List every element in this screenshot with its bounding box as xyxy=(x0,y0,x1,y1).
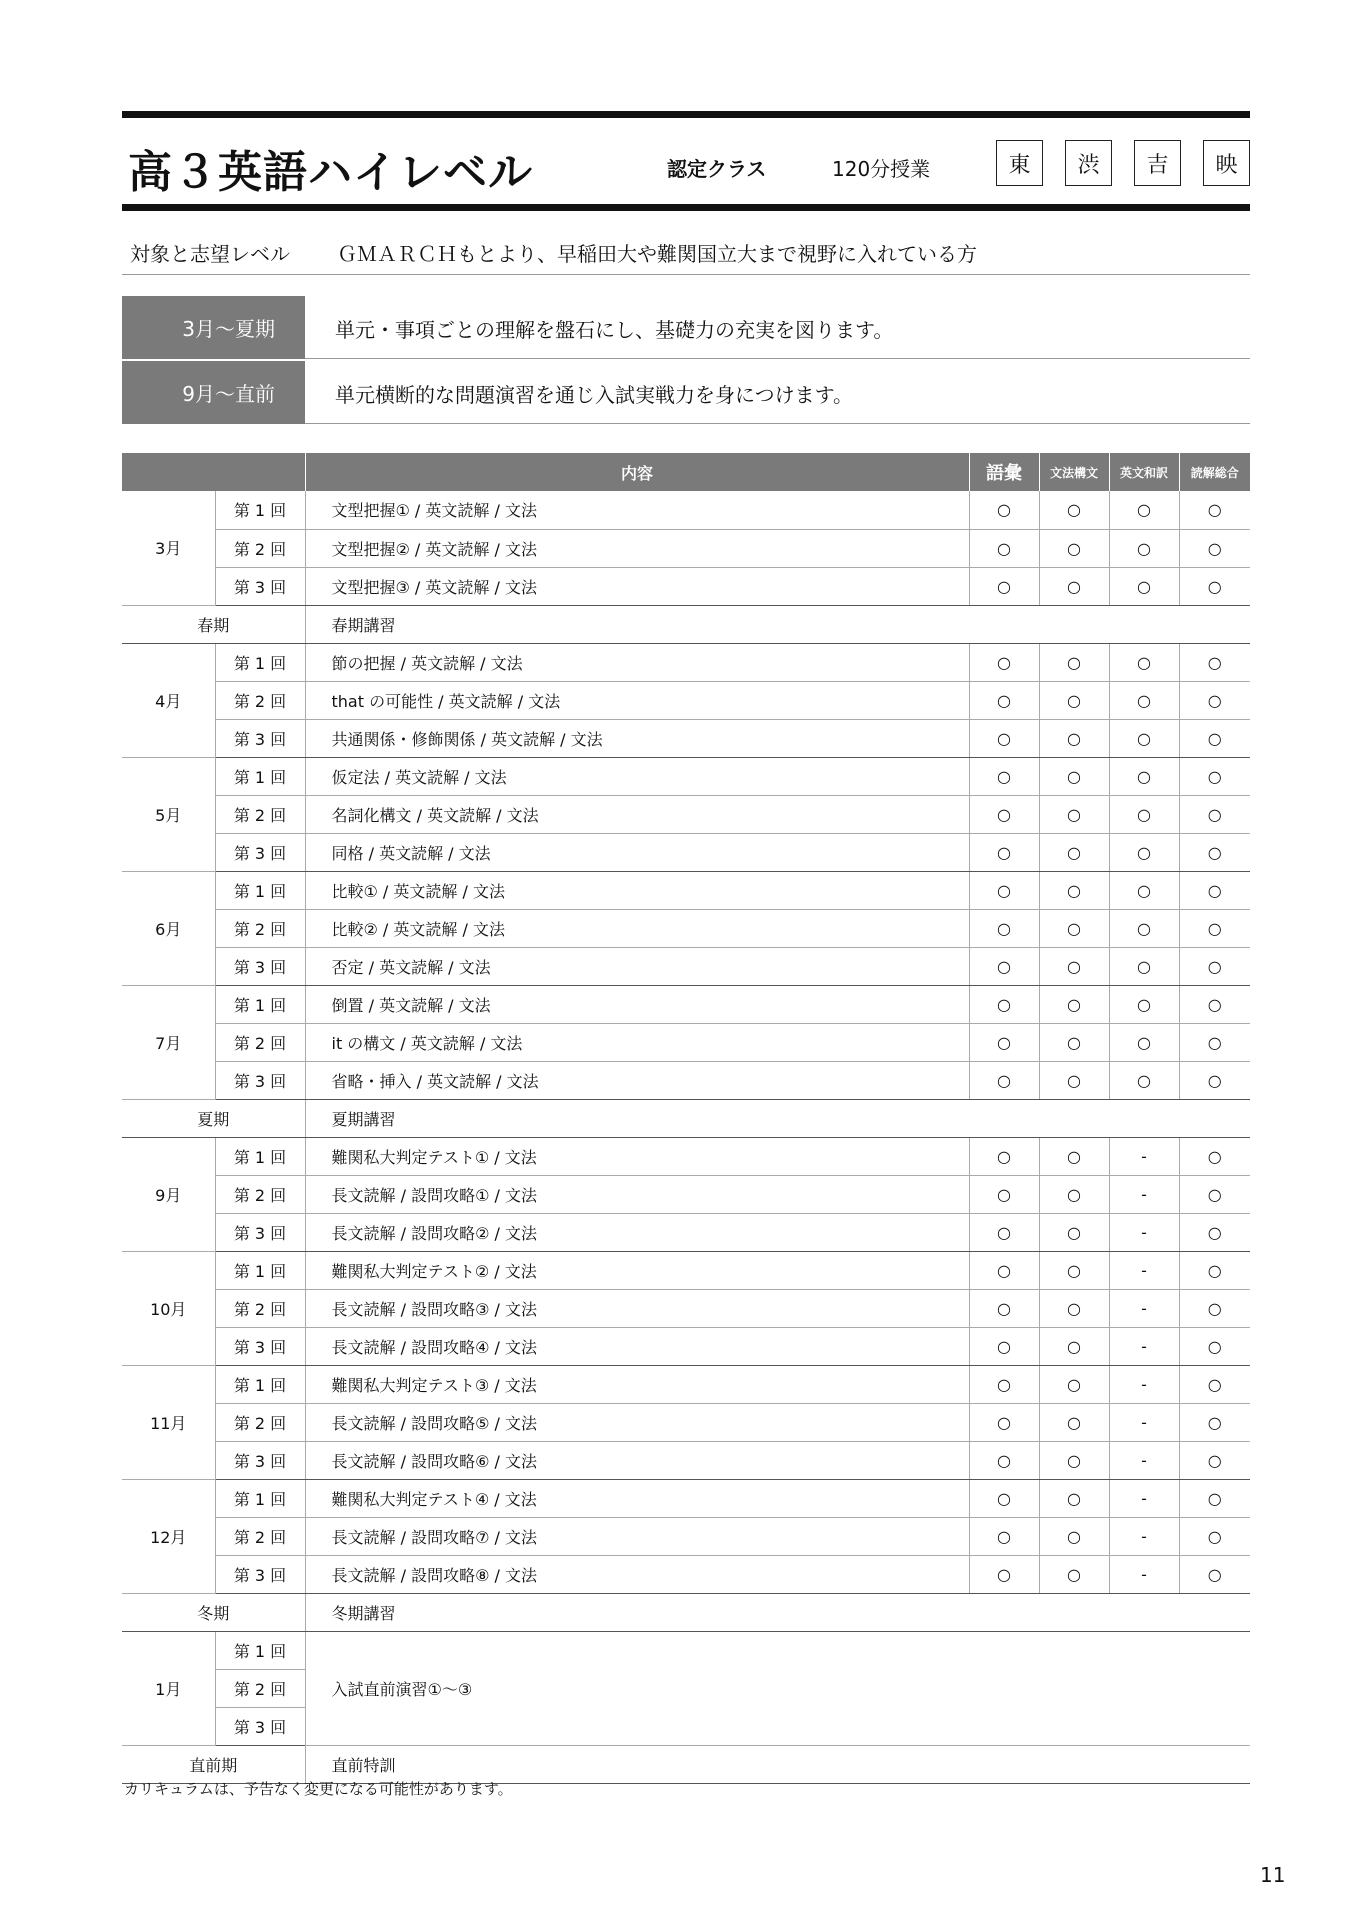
mark-cell: ○ xyxy=(1109,681,1179,719)
month-label: 5月 xyxy=(122,757,215,871)
phase-label: 9月〜直前 xyxy=(122,361,305,424)
mark-cell: ○ xyxy=(1039,567,1109,605)
session-label: 第 1 回 xyxy=(215,757,305,795)
session-content: that の可能性 / 英文読解 / 文法 xyxy=(305,681,969,719)
mark-cell: ○ xyxy=(969,985,1039,1023)
table-row xyxy=(122,1061,1250,1099)
mark-cell: ○ xyxy=(969,795,1039,833)
phase-row xyxy=(122,296,1250,359)
mark-cell: ○ xyxy=(969,681,1039,719)
session-label: 第 1 回 xyxy=(215,643,305,681)
mark-cell: ○ xyxy=(969,1479,1039,1517)
mark-cell: - xyxy=(1109,1555,1179,1593)
school-badge: 映 xyxy=(1203,140,1250,186)
month-label: 11月 xyxy=(122,1365,215,1479)
mark-cell: ○ xyxy=(1179,1251,1250,1289)
mark-cell: ○ xyxy=(1109,567,1179,605)
mark-cell: ○ xyxy=(1039,529,1109,567)
mark-cell: ○ xyxy=(1039,1289,1109,1327)
mark-cell: ○ xyxy=(1179,1441,1250,1479)
mark-cell: ○ xyxy=(1039,985,1109,1023)
session-content: 文型把握② / 英文読解 / 文法 xyxy=(305,529,969,567)
table-row xyxy=(122,833,1250,871)
period-row xyxy=(122,1593,1250,1631)
table-row xyxy=(122,757,1250,795)
curriculum-body xyxy=(122,491,1250,1783)
session-content: 省略・挿入 / 英文読解 / 文法 xyxy=(305,1061,969,1099)
period-content: 春期講習 xyxy=(305,605,1250,643)
session-label: 第 3 回 xyxy=(215,1555,305,1593)
mark-cell: ○ xyxy=(1109,491,1179,529)
table-row xyxy=(122,643,1250,681)
mark-cell: ○ xyxy=(1179,529,1250,567)
school-badge: 東 xyxy=(996,140,1043,186)
curriculum-table xyxy=(122,453,1250,1784)
session-label: 第 3 回 xyxy=(215,1061,305,1099)
mark-cell: ○ xyxy=(1039,681,1109,719)
mark-cell: - xyxy=(1109,1251,1179,1289)
mark-cell: - xyxy=(1109,1289,1179,1327)
mark-cell: ○ xyxy=(1109,643,1179,681)
session-label: 第 1 回 xyxy=(215,1479,305,1517)
mark-cell: ○ xyxy=(1179,1213,1250,1251)
table-row xyxy=(122,985,1250,1023)
page-number: 11 xyxy=(1260,1863,1286,1887)
session-label: 第 1 回 xyxy=(215,871,305,909)
mark-cell: - xyxy=(1109,1213,1179,1251)
month-label: 9月 xyxy=(122,1137,215,1251)
table-row xyxy=(122,567,1250,605)
table-row xyxy=(122,909,1250,947)
session-content: 難関私大判定テスト② / 文法 xyxy=(305,1251,969,1289)
session-content: 同格 / 英文読解 / 文法 xyxy=(305,833,969,871)
mark-cell: ○ xyxy=(1039,1327,1109,1365)
period-content: 夏期講習 xyxy=(305,1099,1250,1137)
mark-cell: ○ xyxy=(1039,871,1109,909)
table-row xyxy=(122,1175,1250,1213)
mark-cell: - xyxy=(1109,1365,1179,1403)
target-level-value: ＧＭＡＲＣＨもとより、早稲田大や難関国立大まで視野に入れている方 xyxy=(337,242,977,266)
header-content: 内容 xyxy=(305,453,969,491)
mark-cell: - xyxy=(1109,1327,1179,1365)
session-label: 第 2 回 xyxy=(215,1517,305,1555)
table-row xyxy=(122,795,1250,833)
mark-cell: - xyxy=(1109,1175,1179,1213)
session-label: 第 1 回 xyxy=(215,1631,305,1669)
table-row xyxy=(122,681,1250,719)
session-content: 長文読解 / 設問攻略⑥ / 文法 xyxy=(305,1441,969,1479)
mark-cell: ○ xyxy=(1109,529,1179,567)
mark-cell: ○ xyxy=(1179,909,1250,947)
mark-cell: ○ xyxy=(1179,1175,1250,1213)
table-row xyxy=(122,1213,1250,1251)
mark-cell: - xyxy=(1109,1137,1179,1175)
header-grammar-structure: 文法構文 xyxy=(1039,453,1109,491)
table-row xyxy=(122,947,1250,985)
mark-cell: ○ xyxy=(969,1327,1039,1365)
mark-cell: ○ xyxy=(1179,567,1250,605)
table-row xyxy=(122,871,1250,909)
phase-label: 3月〜夏期 xyxy=(122,296,305,359)
mark-cell: ○ xyxy=(1179,985,1250,1023)
mark-cell: ○ xyxy=(1039,491,1109,529)
month-label: 1月 xyxy=(122,1631,215,1745)
session-label: 第 2 回 xyxy=(215,1403,305,1441)
session-content: 長文読解 / 設問攻略④ / 文法 xyxy=(305,1327,969,1365)
target-level-label: 対象と志望レベル xyxy=(130,242,290,266)
mark-cell: ○ xyxy=(969,1555,1039,1593)
session-content: 長文読解 / 設問攻略⑦ / 文法 xyxy=(305,1517,969,1555)
mark-cell: ○ xyxy=(1179,1327,1250,1365)
mark-cell: ○ xyxy=(1179,681,1250,719)
table-row xyxy=(122,1289,1250,1327)
school-badge: 吉 xyxy=(1134,140,1181,186)
mark-cell: ○ xyxy=(1039,1175,1109,1213)
mark-cell: ○ xyxy=(1109,1023,1179,1061)
session-content: 長文読解 / 設問攻略⑧ / 文法 xyxy=(305,1555,969,1593)
mark-cell: ○ xyxy=(969,1365,1039,1403)
table-row xyxy=(122,1441,1250,1479)
class-duration: 120分授業 xyxy=(832,157,931,181)
period-content: 直前特訓 xyxy=(305,1745,1250,1783)
header-translation: 英文和訳 xyxy=(1109,453,1179,491)
footnote: カリキュラムは、予告なく変更になる可能性があります。 xyxy=(124,1780,513,1798)
session-content: 否定 / 英文読解 / 文法 xyxy=(305,947,969,985)
mark-cell: ○ xyxy=(1109,1061,1179,1099)
table-row xyxy=(122,1555,1250,1593)
session-label: 第 3 回 xyxy=(215,1707,305,1745)
mark-cell: ○ xyxy=(969,719,1039,757)
session-label: 第 3 回 xyxy=(215,833,305,871)
table-header-row xyxy=(122,453,1250,491)
session-content: 節の把握 / 英文読解 / 文法 xyxy=(305,643,969,681)
mark-cell: - xyxy=(1109,1403,1179,1441)
mark-cell: - xyxy=(1109,1479,1179,1517)
mark-cell: ○ xyxy=(1039,1403,1109,1441)
month-label: 10月 xyxy=(122,1251,215,1365)
session-label: 第 2 回 xyxy=(215,1669,305,1707)
session-label: 第 1 回 xyxy=(215,985,305,1023)
mark-cell: ○ xyxy=(1039,795,1109,833)
mark-cell: ○ xyxy=(1039,1061,1109,1099)
table-row xyxy=(122,719,1250,757)
session-label: 第 2 回 xyxy=(215,1175,305,1213)
period-label: 直前期 xyxy=(122,1745,305,1783)
session-content: 比較② / 英文読解 / 文法 xyxy=(305,909,969,947)
header-vocabulary: 語彙 xyxy=(969,453,1039,491)
session-label: 第 3 回 xyxy=(215,947,305,985)
period-row xyxy=(122,1099,1250,1137)
mark-cell: ○ xyxy=(969,1175,1039,1213)
session-label: 第 2 回 xyxy=(215,681,305,719)
phase-description: 単元・事項ごとの理解を盤石にし、基礎力の充実を図ります。 xyxy=(335,318,894,342)
session-content: 長文読解 / 設問攻略⑤ / 文法 xyxy=(305,1403,969,1441)
session-content: 難関私大判定テスト④ / 文法 xyxy=(305,1479,969,1517)
mark-cell: ○ xyxy=(1039,1213,1109,1251)
mark-cell: ○ xyxy=(969,1289,1039,1327)
mark-cell: ○ xyxy=(1179,871,1250,909)
target-level-row xyxy=(122,232,1250,275)
mark-cell: ○ xyxy=(1179,1137,1250,1175)
mark-cell: ○ xyxy=(969,1517,1039,1555)
mark-cell: ○ xyxy=(1179,1403,1250,1441)
mark-cell: ○ xyxy=(1039,719,1109,757)
session-label: 第 1 回 xyxy=(215,491,305,529)
mark-cell: ○ xyxy=(1179,1517,1250,1555)
mark-cell: ○ xyxy=(1109,947,1179,985)
mark-cell: ○ xyxy=(1179,491,1250,529)
month-label: 6月 xyxy=(122,871,215,985)
mark-cell: ○ xyxy=(969,491,1039,529)
table-row xyxy=(122,1023,1250,1061)
mark-cell: ○ xyxy=(1109,871,1179,909)
mark-cell: ○ xyxy=(1179,643,1250,681)
mark-cell: ○ xyxy=(1039,1137,1109,1175)
mark-cell: ○ xyxy=(969,1213,1039,1251)
period-label: 冬期 xyxy=(122,1593,305,1631)
session-content: 長文読解 / 設問攻略① / 文法 xyxy=(305,1175,969,1213)
mark-cell: ○ xyxy=(969,643,1039,681)
mark-cell: ○ xyxy=(969,1441,1039,1479)
mark-cell: ○ xyxy=(1039,1479,1109,1517)
session-label: 第 2 回 xyxy=(215,529,305,567)
session-content: it の構文 / 英文読解 / 文法 xyxy=(305,1023,969,1061)
session-label: 第 2 回 xyxy=(215,795,305,833)
mark-cell: ○ xyxy=(1039,1517,1109,1555)
table-row xyxy=(122,1403,1250,1441)
mark-cell: - xyxy=(1109,1517,1179,1555)
table-row xyxy=(122,1365,1250,1403)
mark-cell: ○ xyxy=(969,871,1039,909)
mark-cell: ○ xyxy=(1109,795,1179,833)
session-content: 比較① / 英文読解 / 文法 xyxy=(305,871,969,909)
phase-row xyxy=(122,361,1250,424)
mark-cell: ○ xyxy=(969,567,1039,605)
table-row xyxy=(122,1137,1250,1175)
mark-cell: ○ xyxy=(1179,1061,1250,1099)
mark-cell: ○ xyxy=(969,947,1039,985)
session-content: 長文読解 / 設問攻略③ / 文法 xyxy=(305,1289,969,1327)
school-badge: 渋 xyxy=(1065,140,1112,186)
session-content: 難関私大判定テスト③ / 文法 xyxy=(305,1365,969,1403)
session-label: 第 2 回 xyxy=(215,909,305,947)
session-label: 第 2 回 xyxy=(215,1023,305,1061)
mark-cell: ○ xyxy=(1039,1365,1109,1403)
session-label: 第 3 回 xyxy=(215,1441,305,1479)
session-label: 第 2 回 xyxy=(215,1289,305,1327)
mark-cell: ○ xyxy=(1179,795,1250,833)
session-content: 長文読解 / 設問攻略② / 文法 xyxy=(305,1213,969,1251)
mark-cell: ○ xyxy=(1179,1289,1250,1327)
session-label: 第 3 回 xyxy=(215,719,305,757)
session-label: 第 1 回 xyxy=(215,1137,305,1175)
mark-cell: ○ xyxy=(969,757,1039,795)
session-content: 入試直前演習①〜③ xyxy=(305,1631,1250,1745)
month-label: 7月 xyxy=(122,985,215,1099)
mark-cell: ○ xyxy=(1039,1441,1109,1479)
mark-cell: ○ xyxy=(1109,833,1179,871)
mark-cell: ○ xyxy=(1179,1365,1250,1403)
session-content: 文型把握③ / 英文読解 / 文法 xyxy=(305,567,969,605)
mark-cell: ○ xyxy=(969,529,1039,567)
mark-cell: ○ xyxy=(969,1023,1039,1061)
mark-cell: ○ xyxy=(1109,985,1179,1023)
mark-cell: ○ xyxy=(1179,719,1250,757)
mark-cell: ○ xyxy=(1179,1023,1250,1061)
mark-cell: ○ xyxy=(1039,1555,1109,1593)
mark-cell: ○ xyxy=(1039,1023,1109,1061)
table-row xyxy=(122,1517,1250,1555)
mark-cell: ○ xyxy=(1039,1251,1109,1289)
period-label: 夏期 xyxy=(122,1099,305,1137)
table-row xyxy=(122,529,1250,567)
session-content: 難関私大判定テスト① / 文法 xyxy=(305,1137,969,1175)
table-row xyxy=(122,1631,1250,1669)
mark-cell: ○ xyxy=(969,833,1039,871)
mark-cell: - xyxy=(1109,1441,1179,1479)
class-type: 認定クラス xyxy=(667,157,767,181)
mark-cell: ○ xyxy=(1179,947,1250,985)
mark-cell: ○ xyxy=(1039,833,1109,871)
session-content: 仮定法 / 英文読解 / 文法 xyxy=(305,757,969,795)
mark-cell: ○ xyxy=(969,1403,1039,1441)
mark-cell: ○ xyxy=(1179,833,1250,871)
table-row xyxy=(122,1251,1250,1289)
session-content: 名詞化構文 / 英文読解 / 文法 xyxy=(305,795,969,833)
course-header xyxy=(122,111,1250,211)
header-blank xyxy=(122,453,305,491)
table-row xyxy=(122,1479,1250,1517)
mark-cell: ○ xyxy=(969,1137,1039,1175)
header-reading-comprehensive: 読解総合 xyxy=(1179,453,1250,491)
mark-cell: ○ xyxy=(1179,757,1250,795)
period-content: 冬期講習 xyxy=(305,1593,1250,1631)
table-row xyxy=(122,491,1250,529)
session-content: 文型把握① / 英文読解 / 文法 xyxy=(305,491,969,529)
table-row xyxy=(122,1327,1250,1365)
mark-cell: ○ xyxy=(1179,1479,1250,1517)
period-label: 春期 xyxy=(122,605,305,643)
phase-description: 単元横断的な問題演習を通じ入試実戦力を身につけます。 xyxy=(335,383,853,407)
mark-cell: ○ xyxy=(1039,947,1109,985)
session-label: 第 1 回 xyxy=(215,1365,305,1403)
month-label: 3月 xyxy=(122,491,215,605)
course-title: 高３英語ハイレベル xyxy=(128,147,533,198)
mark-cell: ○ xyxy=(1109,719,1179,757)
month-label: 4月 xyxy=(122,643,215,757)
session-content: 倒置 / 英文読解 / 文法 xyxy=(305,985,969,1023)
month-label: 12月 xyxy=(122,1479,215,1593)
session-label: 第 3 回 xyxy=(215,1327,305,1365)
mark-cell: ○ xyxy=(969,909,1039,947)
mark-cell: ○ xyxy=(1109,757,1179,795)
mark-cell: ○ xyxy=(1179,1555,1250,1593)
school-badges xyxy=(996,140,1250,186)
session-label: 第 3 回 xyxy=(215,567,305,605)
mark-cell: ○ xyxy=(1109,909,1179,947)
mark-cell: ○ xyxy=(1039,909,1109,947)
mark-cell: ○ xyxy=(969,1061,1039,1099)
session-content: 共通関係・修飾関係 / 英文読解 / 文法 xyxy=(305,719,969,757)
mark-cell: ○ xyxy=(1039,757,1109,795)
session-label: 第 1 回 xyxy=(215,1251,305,1289)
mark-cell: ○ xyxy=(969,1251,1039,1289)
period-row xyxy=(122,605,1250,643)
session-label: 第 3 回 xyxy=(215,1213,305,1251)
mark-cell: ○ xyxy=(1039,643,1109,681)
